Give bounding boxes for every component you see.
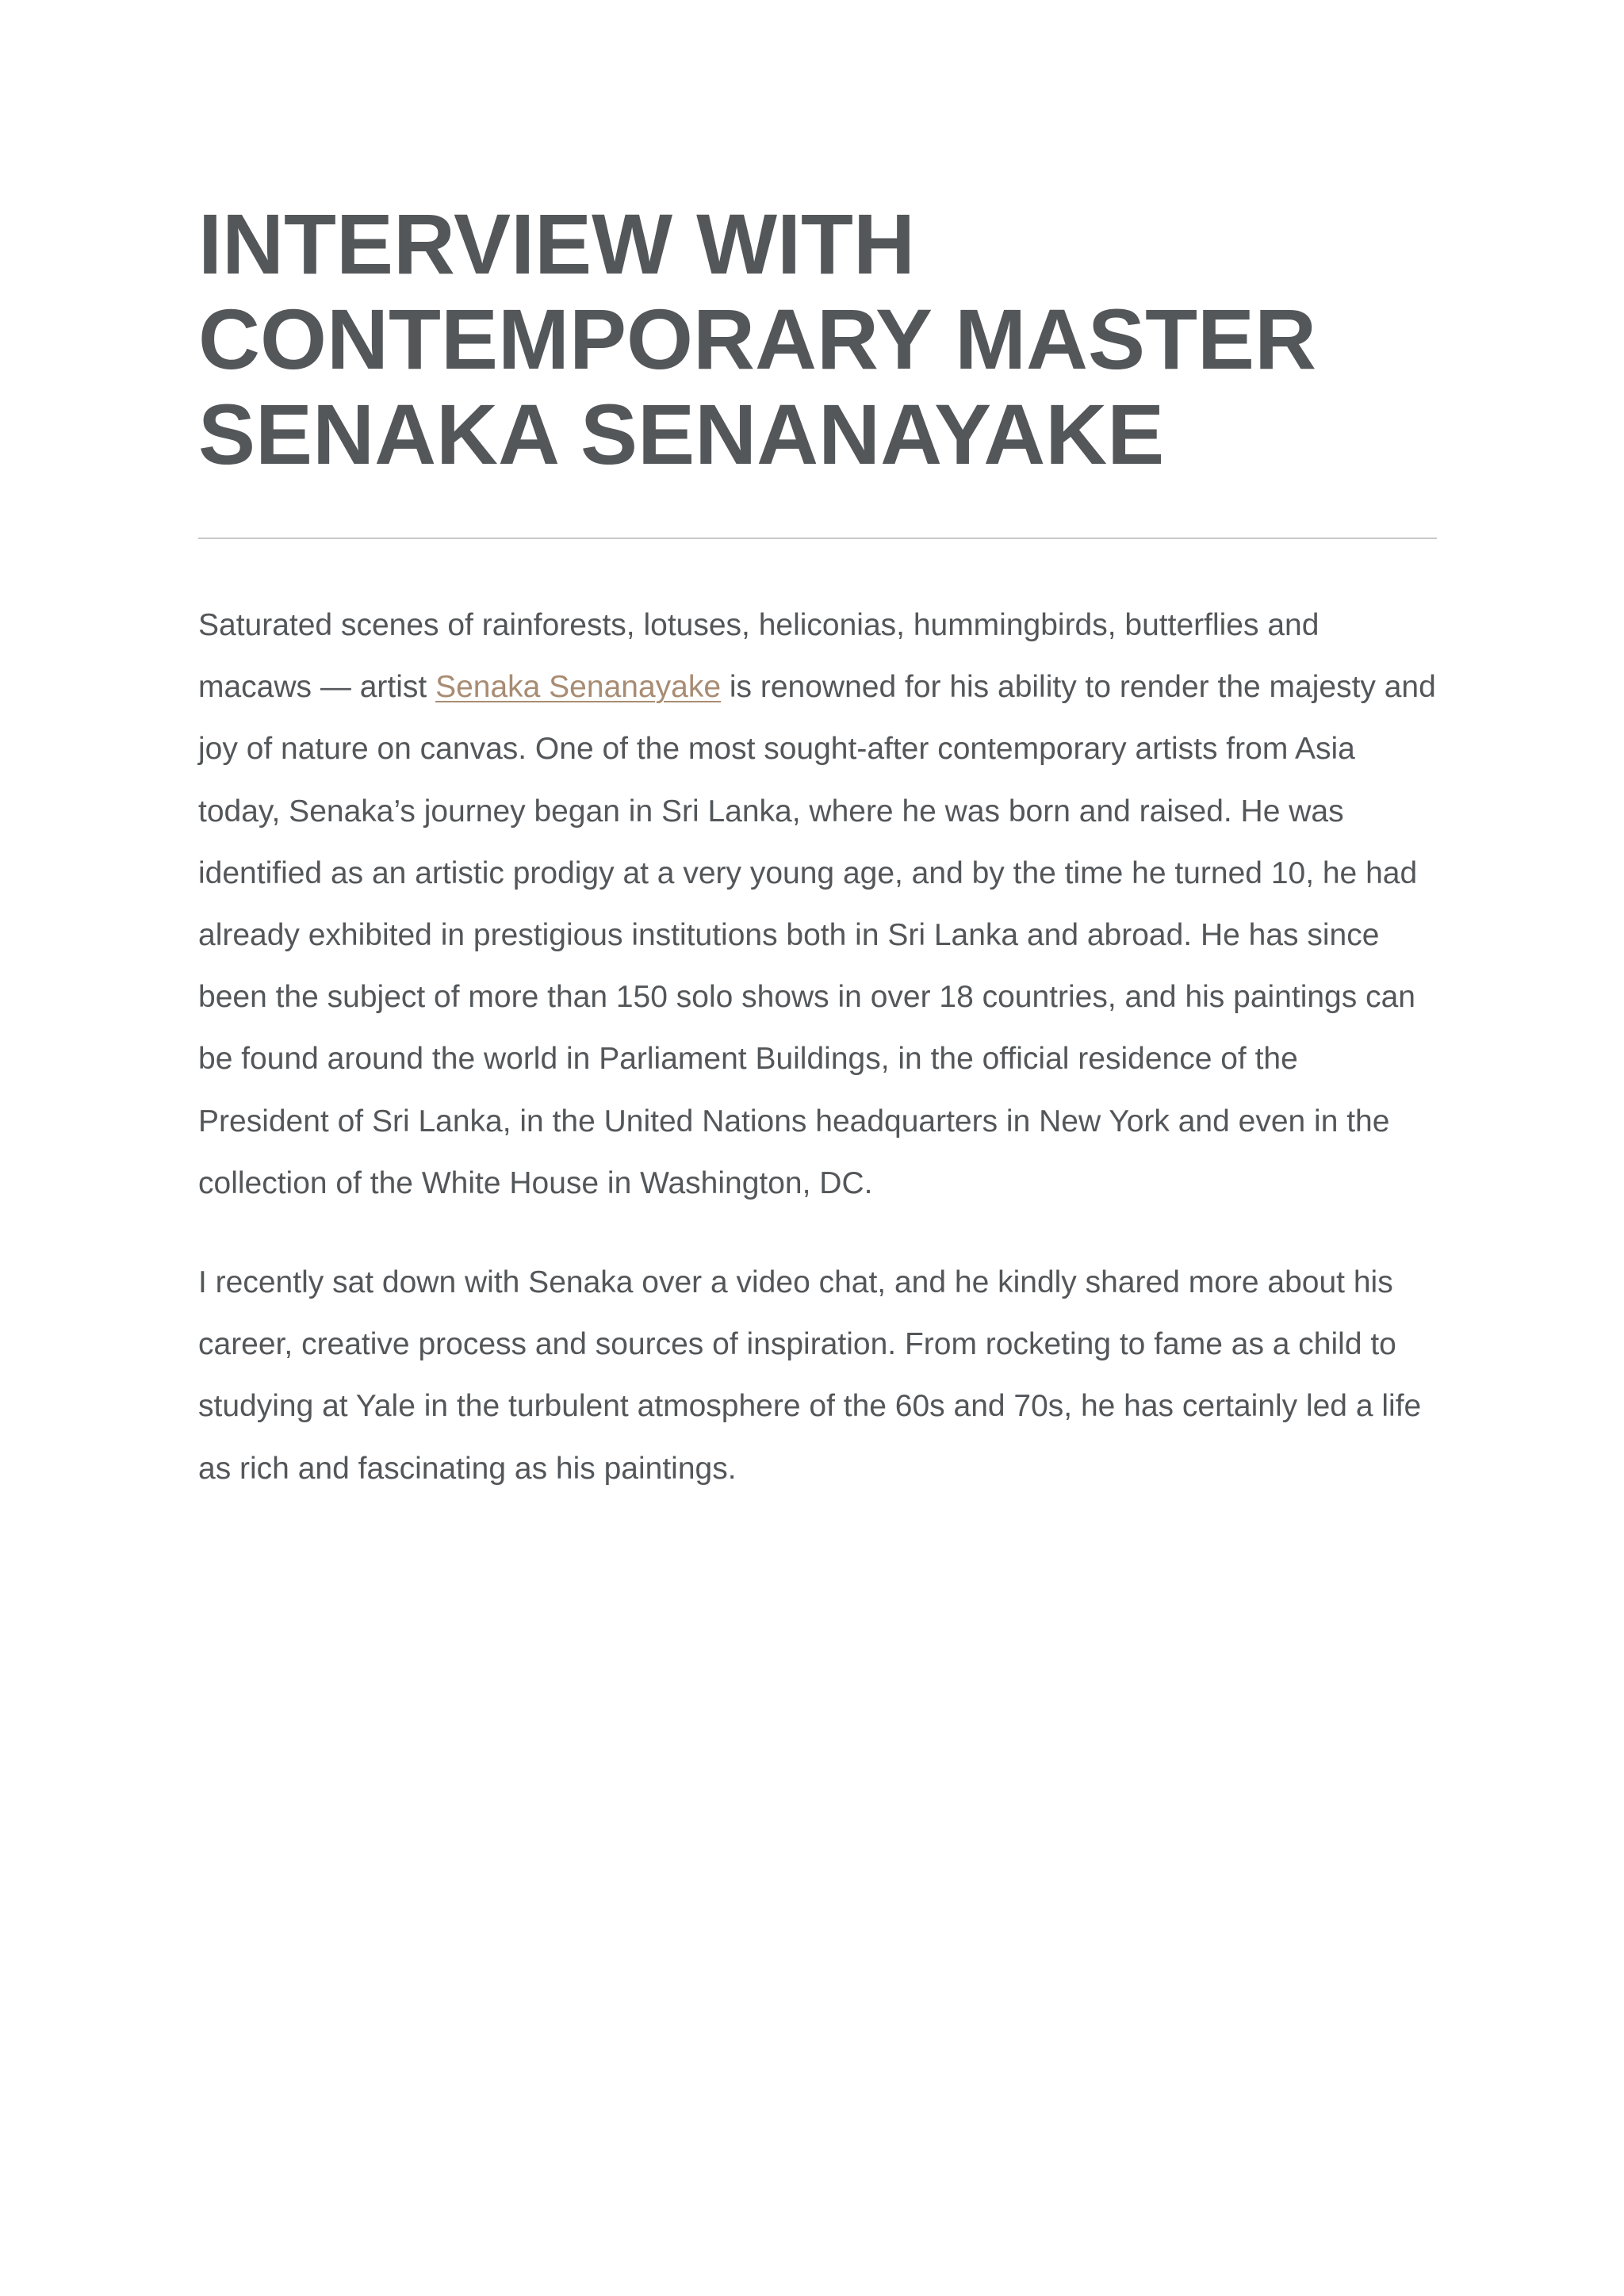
intro-paragraph-text-before-link: Saturated scenes of rainforests, lotuses, heliconias, hummingbirds, butterflies and macaws — artist [198, 608, 1320, 705]
intro-paragraph [198, 595, 1437, 1215]
interview-intro-paragraph: I recently sat down with Senaka over a video chat, and he kindly shared more about his career, creative process and sources of inspiration. From rocketing to fame as a child to studying at Yale in the turbulent atmosphere of the 60s and 70s, he has certainly led a life as rich and fascinating as his paintings. [198, 1265, 1422, 1486]
artist-link[interactable]: Senaka Senanayake [435, 670, 722, 705]
article [198, 197, 1437, 1500]
article-title: INTERVIEW WITH CONTEMPORARY MASTER SENAKA SENANAYAKE [198, 196, 1317, 482]
intro-paragraph-text-after-link: is renowned for his ability to render the majesty and joy of nature on canvas. One of the most sought-after contemporary artists from Asia today, Senaka’s journey began in Sri Lanka, where he was born and raised. He was identified as an artistic prodigy at a very young age, and by the time he turned 10, he had already exhibited in prestigious institutions both in Sri Lanka and abroad. He has since been the subject of more than 150 solo shows in over 18 countries, and his paintings can be found around the world in Parliament Buildings, in the official residence of the President of Sri Lanka, in the United Nations headquarters in New York and even in the collection of the White House in Washington, DC. [198, 670, 1436, 1200]
title-divider [198, 538, 1437, 539]
